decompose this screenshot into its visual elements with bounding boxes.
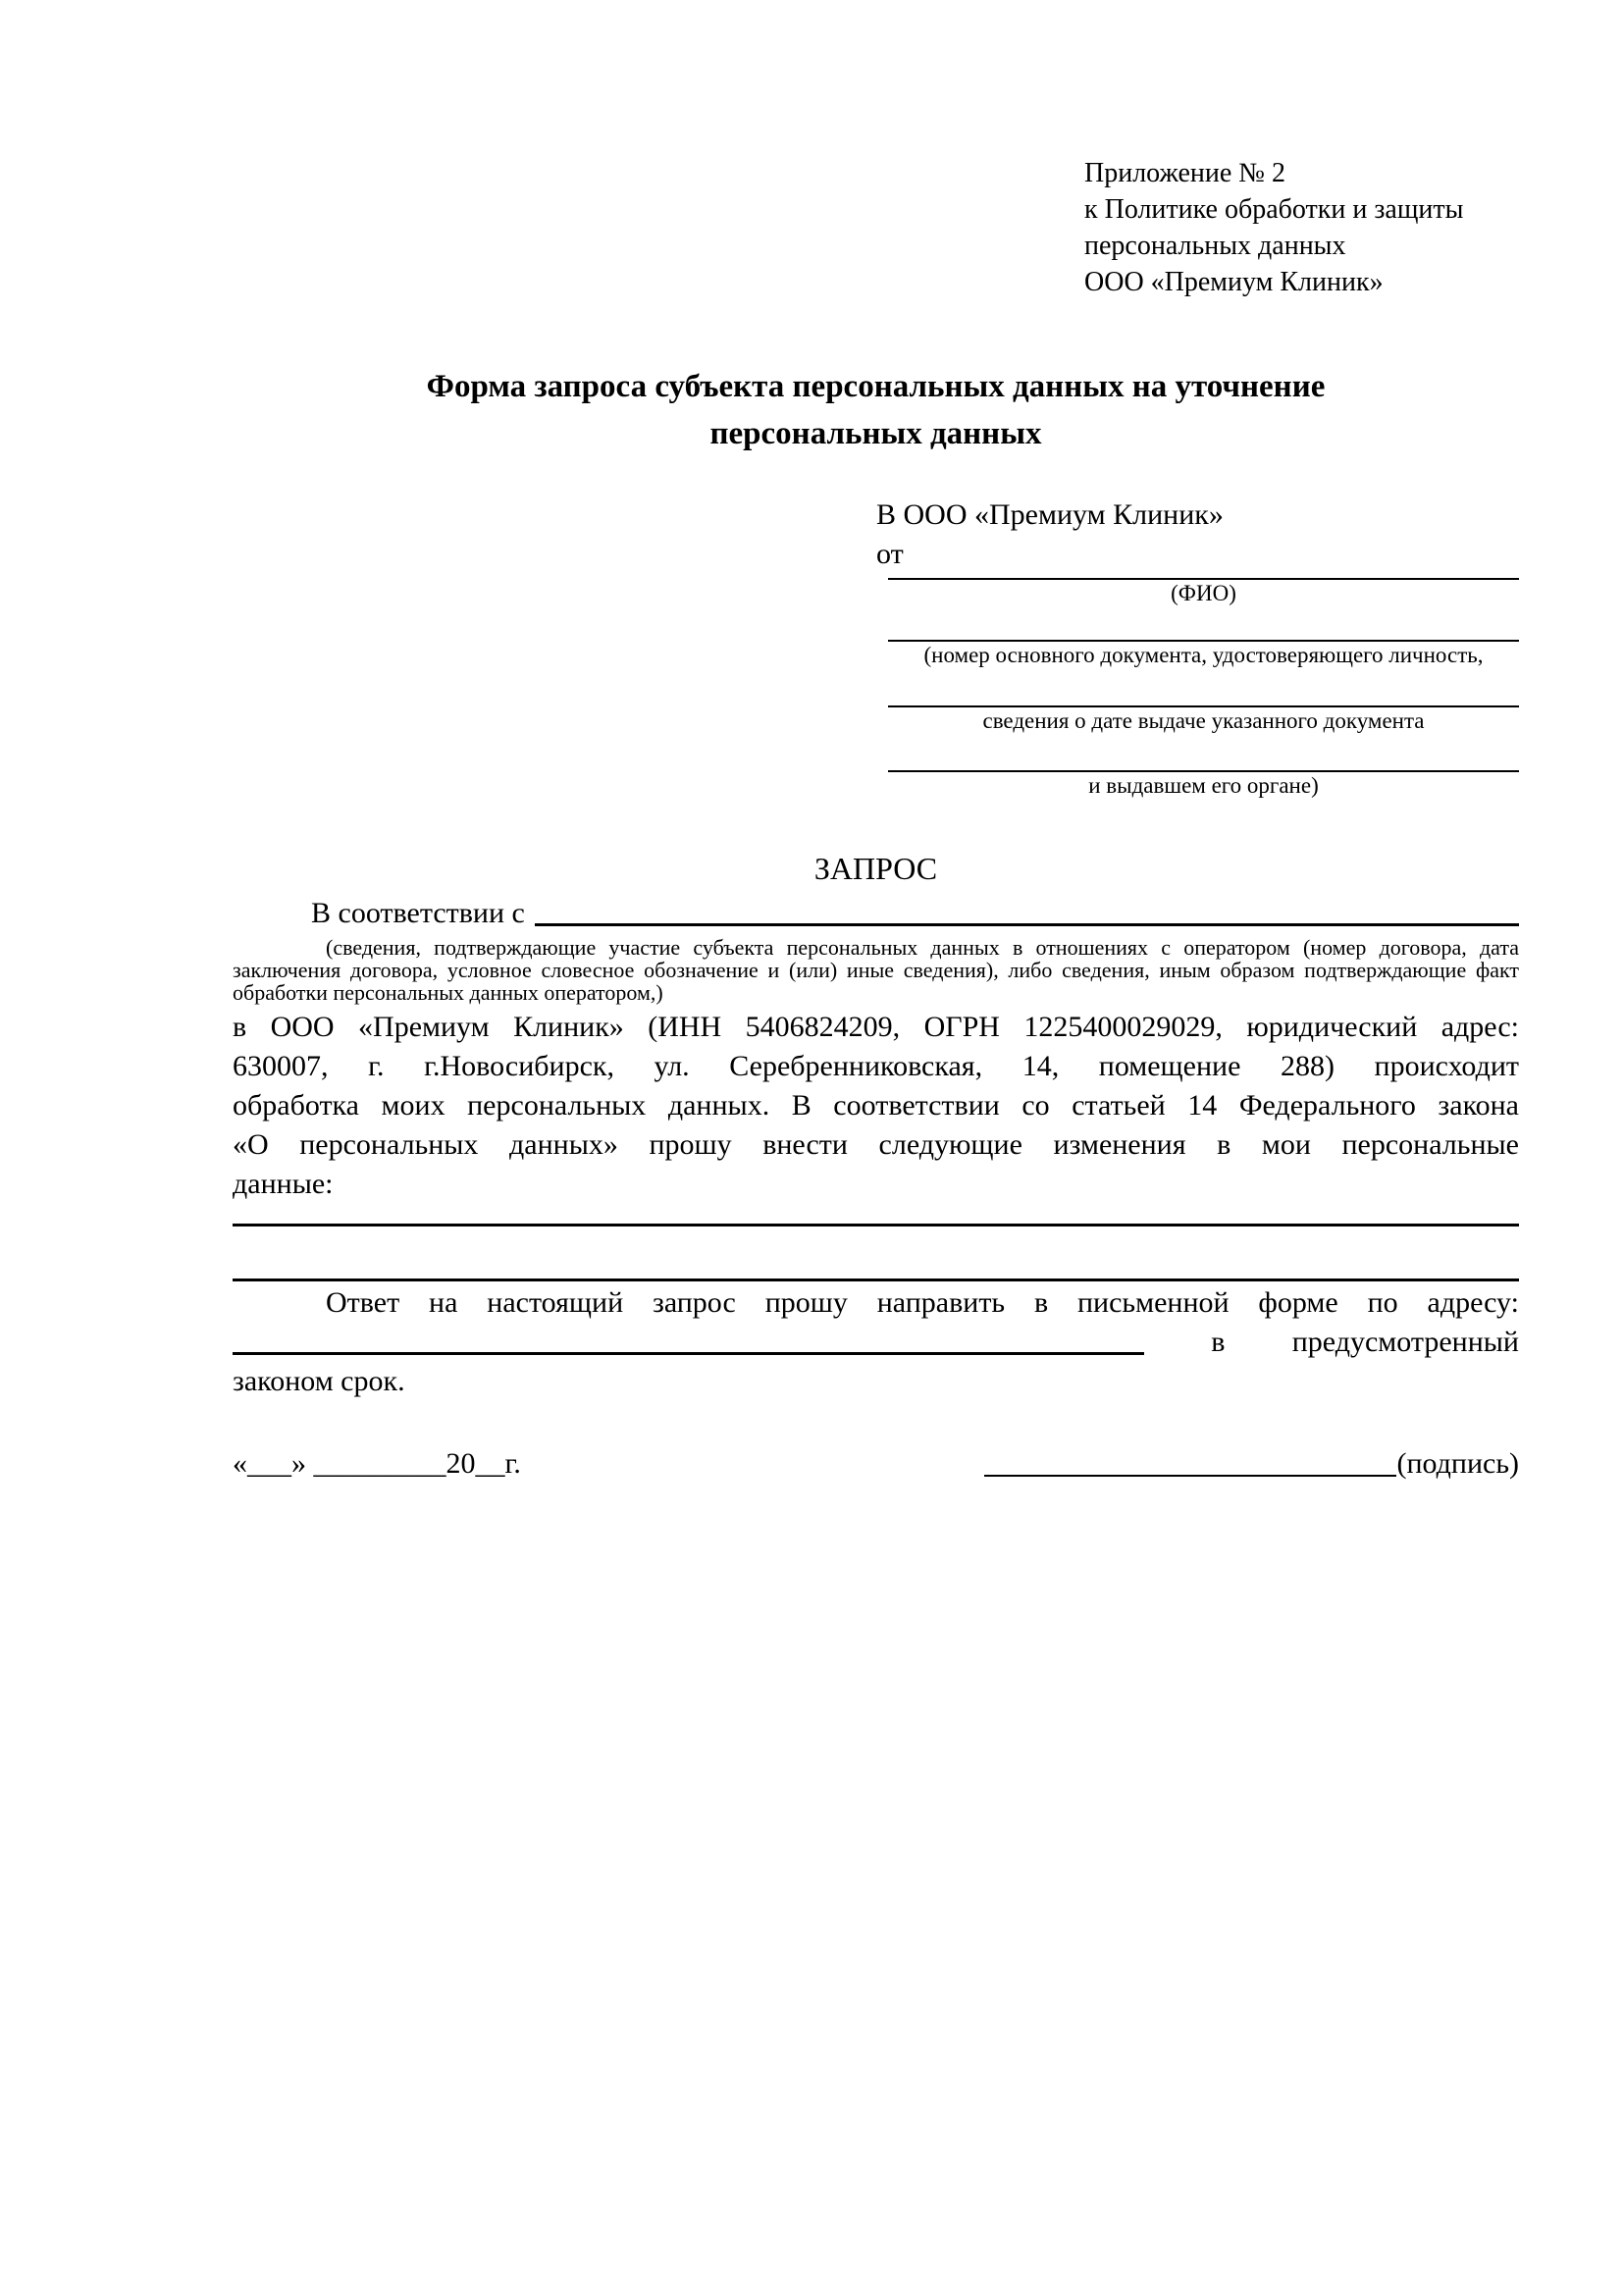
appendix-line: к Политике обработки и защиты [1084, 194, 1464, 225]
addressee-from: от [876, 538, 904, 570]
date-signature-row [233, 1444, 1519, 1484]
request-body [233, 1008, 1519, 1204]
addressee-to: В ООО «Премиум Клиник» [876, 498, 1224, 531]
reply-lawful-term-line: законом срок. [233, 1365, 405, 1397]
date-blank: «___» _________20__г. [233, 1447, 521, 1480]
reply-word-predusmotrenny: предусмотренный [1291, 1326, 1519, 1358]
fio-caption: (ФИО) [1171, 581, 1236, 605]
basis-label: В соответствии с [311, 897, 525, 929]
reply-address-line-1: Ответ на настоящий запрос прошу направить в письменной форме по адресу: [326, 1286, 1519, 1319]
basis-line [233, 894, 1519, 933]
document-number-blank-line [888, 607, 1519, 642]
body-line: «О персональных данных» прошу внести следующие изменения в мои персональные [233, 1128, 1519, 1161]
issue-date-blank-line [888, 669, 1519, 707]
appendix-line: Приложение № 2 [1084, 158, 1285, 188]
issue-date-caption: сведения о дате выдаче указанного документа [982, 708, 1425, 733]
appendix-note [1084, 155, 1519, 300]
issuing-authority-blank-line [888, 735, 1519, 772]
signature-blank-line [984, 1475, 1396, 1477]
body-line: обработка моих персональных данных. В соответствии со статьей 14 Федерального закона [233, 1089, 1519, 1122]
body-line: данные: [233, 1168, 334, 1200]
appendix-line: персональных данных [1084, 231, 1346, 261]
page-title-line-1: Форма запроса субъекта персональных данных на уточнение [426, 369, 1326, 404]
changes-blank-line-1 [233, 1224, 1519, 1226]
request-heading: ЗАПРОС [813, 851, 938, 886]
signature-group [984, 1444, 1519, 1484]
body-line: в ООО «Премиум Клиник» (ИНН 5406824209, ОГРН 1225400029029, юридический адрес: [233, 1011, 1519, 1043]
page-title-line-2: персональных данных [709, 416, 1042, 451]
page-title [233, 363, 1519, 457]
basis-blank-line [535, 923, 1519, 926]
signature-caption: (подпись) [1396, 1447, 1519, 1480]
document-number-caption: (номер основного документа, удостоверяющего личность, [923, 643, 1484, 667]
changes-blank-line-2 [233, 1278, 1519, 1281]
addressee-block [233, 496, 1519, 800]
reply-address-line-2 [233, 1323, 1519, 1362]
body-line: 630007, г. г.Новосибирск, ул. Серебренниковская, 14, помещение 288) происходит [233, 1050, 1519, 1082]
footnote-line: (сведения, подтверждающие участие субъекта персональных данных в отношениях с оператором (номер договора, дата [326, 935, 1519, 960]
footnote-line: обработки персональных данных оператором,) [233, 980, 663, 1005]
basis-footnote [233, 936, 1519, 1004]
footnote-line: заключения договора, условное словесное обозначение и (или) иные сведения), либо сведения, иным образом подтверждающие факт [233, 958, 1519, 982]
address-blank-line [233, 1352, 1144, 1355]
appendix-line: ООО «Премиум Клиник» [1084, 267, 1384, 297]
fio-field [888, 574, 1519, 800]
reply-word-v: в [1211, 1326, 1226, 1358]
issuing-authority-caption: и выдавшем его органе) [1088, 773, 1319, 798]
